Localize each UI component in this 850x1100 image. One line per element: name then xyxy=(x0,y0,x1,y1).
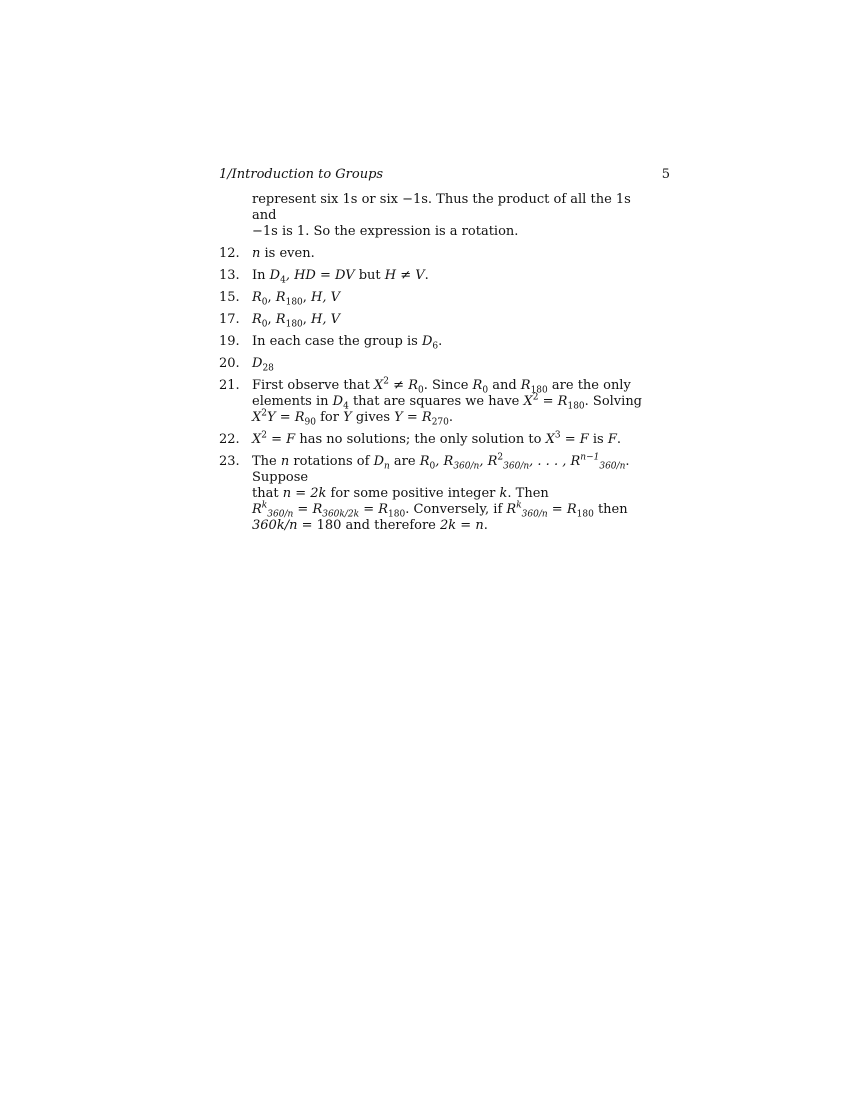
text-line xyxy=(252,410,659,426)
text: gives xyxy=(351,410,395,425)
text: and xyxy=(488,378,521,393)
math: D xyxy=(269,268,281,283)
math: = F xyxy=(267,432,296,447)
text: , xyxy=(302,312,312,327)
subscript: 180 xyxy=(530,385,548,396)
answer-23 xyxy=(219,454,659,534)
math: Y = R xyxy=(394,410,432,425)
subscript: 180 xyxy=(567,401,585,412)
subscript: 180 xyxy=(388,509,406,520)
math: D xyxy=(421,334,433,349)
math: n = 2k xyxy=(282,486,327,501)
text: In each case the group is xyxy=(252,334,422,349)
text: First observe that xyxy=(252,378,375,393)
math: = F xyxy=(560,432,589,447)
text: , xyxy=(267,312,276,327)
subscript: 360/n xyxy=(503,461,530,472)
subscript: 360/n xyxy=(267,509,294,520)
text: that are squares we have xyxy=(348,394,524,409)
subscript: 0 xyxy=(429,461,436,472)
text-line xyxy=(252,454,659,486)
text-line xyxy=(252,502,659,518)
text: . Since xyxy=(423,378,473,393)
answer-19 xyxy=(219,334,659,350)
answer-text xyxy=(252,432,659,448)
subscript: n xyxy=(384,461,390,472)
text: The xyxy=(252,454,281,469)
math: R xyxy=(252,290,262,305)
math: H ≠ V xyxy=(384,268,425,283)
text: , xyxy=(267,290,276,305)
subscript: 0 xyxy=(261,319,268,330)
answer-number: 13. xyxy=(219,268,240,283)
text-line xyxy=(252,378,659,394)
answers-list xyxy=(219,192,659,540)
math: ≠ R xyxy=(389,378,418,393)
superscript: 2 xyxy=(532,392,539,403)
answer-text xyxy=(252,290,659,306)
math: D xyxy=(373,454,384,469)
text: for xyxy=(315,410,344,425)
text: that xyxy=(252,486,283,501)
answer-number: 21. xyxy=(219,378,240,393)
text: . Suppose xyxy=(252,454,630,485)
text: for some positive integer xyxy=(326,486,500,501)
answer-text xyxy=(252,356,659,372)
text: . Conversely, if xyxy=(405,502,507,517)
math: n xyxy=(280,454,290,469)
math: = R xyxy=(547,502,577,517)
subscript: 90 xyxy=(304,417,316,428)
math: = R xyxy=(293,502,323,517)
text-line xyxy=(252,394,659,410)
math: k xyxy=(499,486,508,501)
math: n xyxy=(252,246,261,261)
answer-13 xyxy=(219,268,659,284)
math: X xyxy=(523,394,533,409)
math: , R xyxy=(479,454,498,469)
text: are the only xyxy=(547,378,631,393)
subscript: 360/n xyxy=(521,509,548,520)
chapter-title: 1/Introduction to Groups xyxy=(219,167,384,182)
superscript: 2 xyxy=(261,408,267,419)
superscript: 2 xyxy=(261,430,267,441)
text: . xyxy=(438,334,443,349)
answer-number: 22. xyxy=(219,432,240,447)
superscript: k xyxy=(516,500,522,511)
subscript: 270 xyxy=(431,417,449,428)
text-line: −1s is 1. So the expression is a rotation. xyxy=(252,224,519,239)
math: = R xyxy=(538,394,568,409)
math: , R xyxy=(435,454,454,469)
text: then xyxy=(593,502,628,517)
answer-text xyxy=(252,246,659,262)
subscript: 28 xyxy=(262,363,274,374)
page-header xyxy=(219,167,670,183)
answer-text xyxy=(252,378,659,426)
math: R xyxy=(419,454,430,469)
text: . Solving xyxy=(584,394,643,409)
answer-21 xyxy=(219,378,659,426)
subscript: 360k/2k xyxy=(322,509,360,520)
answer-12 xyxy=(219,246,659,262)
math: Y = R xyxy=(267,410,305,425)
math: D xyxy=(252,356,263,371)
answer-number: 15. xyxy=(219,290,240,305)
superscript: n−1 xyxy=(580,452,600,463)
math: R xyxy=(252,502,262,517)
superscript: 2 xyxy=(497,452,504,463)
math: R xyxy=(252,312,262,327)
subscript: 180 xyxy=(576,509,594,520)
text: . Then xyxy=(507,486,549,501)
answer-number: 17. xyxy=(219,312,240,327)
math: X xyxy=(252,432,262,447)
text: but xyxy=(354,268,385,283)
text: rotations of xyxy=(289,454,374,469)
text: , xyxy=(302,290,312,305)
text: . xyxy=(448,410,454,425)
math: , . . . , R xyxy=(529,454,581,469)
answer-text xyxy=(252,312,659,328)
text: is xyxy=(588,432,608,447)
text: . xyxy=(424,268,429,283)
subscript: 0 xyxy=(417,385,424,396)
answer-text xyxy=(252,268,659,284)
math: X xyxy=(545,432,555,447)
text: has no solutions; the only solution to xyxy=(295,432,546,447)
text: is even. xyxy=(260,246,315,261)
math: R xyxy=(275,312,286,327)
answer-text xyxy=(252,454,659,534)
continuation-paragraph xyxy=(219,192,659,240)
superscript: 2 xyxy=(383,376,390,387)
math: H, V xyxy=(311,290,341,305)
text: . xyxy=(483,518,488,533)
answer-20 xyxy=(219,356,659,372)
text: In xyxy=(252,268,270,283)
answer-number: 23. xyxy=(219,454,240,469)
text: = 180 and therefore xyxy=(297,518,441,533)
math: R xyxy=(506,502,517,517)
text: are xyxy=(389,454,420,469)
text: elements in xyxy=(252,394,333,409)
text-line: represent six 1s or six −1s. Thus the product of all the 1s and xyxy=(252,192,631,223)
text-line xyxy=(252,518,659,534)
page-number: 5 xyxy=(661,167,670,182)
math: = R xyxy=(359,502,389,517)
text-line xyxy=(252,486,659,502)
answer-22 xyxy=(219,432,659,448)
answer-17 xyxy=(219,312,659,328)
subscript: 6 xyxy=(432,341,439,352)
answer-15 xyxy=(219,290,659,306)
superscript: 3 xyxy=(554,430,561,441)
answer-number: 19. xyxy=(219,334,240,349)
answer-text xyxy=(252,334,659,350)
subscript: 180 xyxy=(285,297,303,308)
answer-number: 20. xyxy=(219,356,240,371)
math: X xyxy=(374,378,384,393)
answer-number: 12. xyxy=(219,246,240,261)
math: 2k = n xyxy=(440,518,484,533)
subscript: 0 xyxy=(261,297,268,308)
subscript: 4 xyxy=(280,275,286,286)
math: R xyxy=(275,290,286,305)
math: Y xyxy=(343,410,352,425)
subscript: 360/n xyxy=(599,461,626,472)
math: D xyxy=(332,394,344,409)
subscript: 4 xyxy=(343,401,349,412)
math: 360k/n xyxy=(252,518,298,533)
math: H, V xyxy=(311,312,341,327)
subscript: 0 xyxy=(482,385,489,396)
math: R xyxy=(472,378,483,393)
math: R xyxy=(520,378,531,393)
subscript: 360/n xyxy=(453,461,480,472)
math: X xyxy=(252,410,262,425)
text: . xyxy=(616,432,622,447)
math: F xyxy=(607,432,617,447)
subscript: 180 xyxy=(285,319,303,330)
math: , HD = DV xyxy=(285,268,355,283)
superscript: k xyxy=(261,500,268,511)
